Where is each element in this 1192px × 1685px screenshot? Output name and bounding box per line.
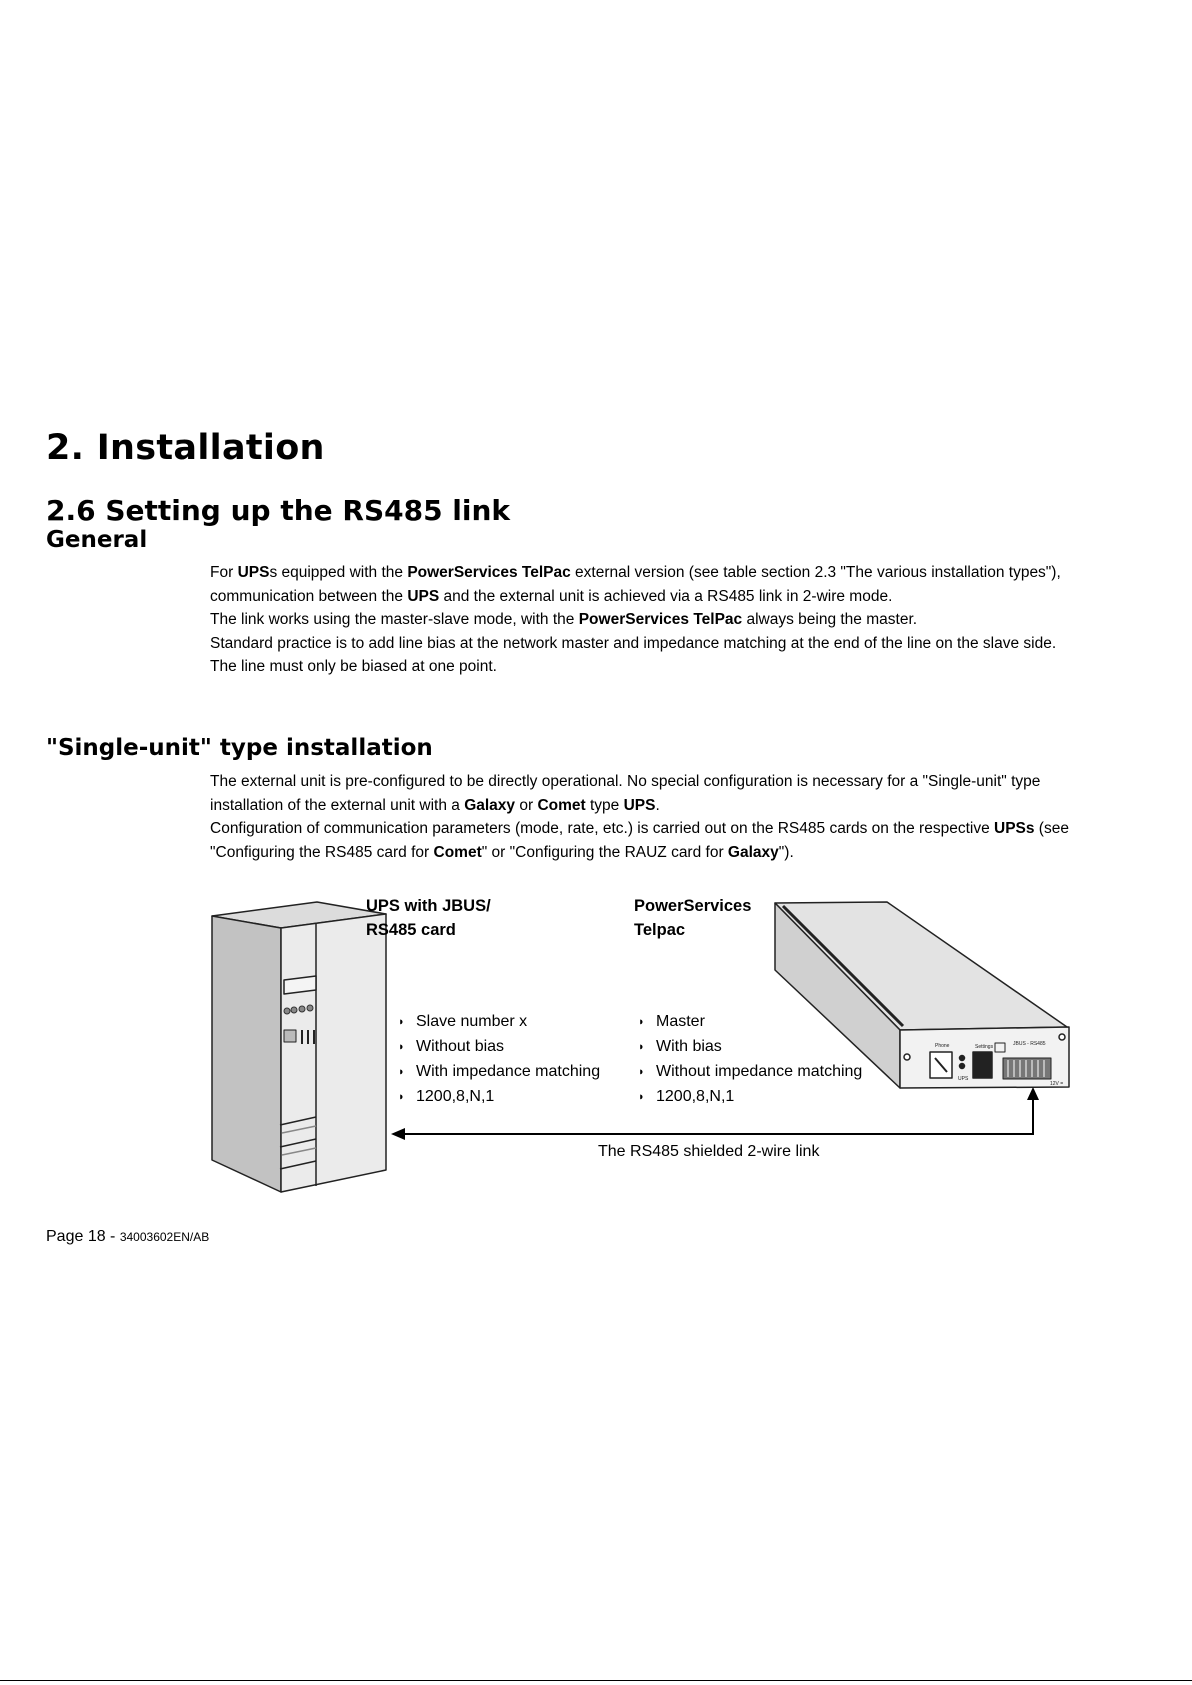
bullet-icon: ◗ [638,1066,645,1078]
telpac-label-line-1: PowerServices [634,897,752,915]
telpac-label [634,894,751,942]
bold-text: UPSs [994,820,1035,837]
bullet-item [398,1035,600,1060]
bold-text: Comet [433,843,482,861]
ups-label-line-1: UPS with JBUS/ [366,897,491,915]
panel-power-label: 12V = [1050,1081,1064,1087]
ups-cabinet-drawing [212,902,386,1192]
bullet-item [638,1035,862,1060]
bullet-text: 1200,8,N,1 [656,1088,735,1105]
link-caption: The RS485 shielded 2-wire link [598,1143,820,1160]
page-footer [46,1228,209,1246]
bullet-icon: ◗ [398,1041,405,1053]
bullet-icon: ◗ [638,1091,645,1103]
bold-text: UPS [237,564,270,581]
text-run: external version (see table section 2.3 "The various installation types"), communication between the [210,564,1061,605]
bold-text: UPS [407,587,440,605]
text-run: . [655,796,660,814]
bullet-text: With bias [656,1038,722,1055]
panel-ups-label: UPS [958,1076,969,1082]
text-run: and the external unit is achieved via a RS485 link in 2-wire mode. [439,587,893,605]
bullet-text: Master [656,1013,705,1030]
single-unit-heading: "Single-unit" type installation [46,735,433,761]
text-run: Configuration of communication parameters (mode, rate, etc.) is carried out on the RS485 cards on the respective [210,820,994,837]
text-run: For [210,564,238,581]
text-run: The external unit is pre-configured to be directly operational. No special configuration is necessary for a "Single-unit" type installation of the external unit with a [210,773,1041,814]
ups-settings-list [398,1010,600,1110]
chapter-title: 2. Installation [46,428,325,468]
bullet-icon: ◗ [638,1041,645,1053]
text-run: s equipped with the [269,564,408,581]
ups-label-line-2: RS485 card [366,921,456,939]
text-run: type [585,796,624,814]
ups-label [366,894,491,942]
text-run: The line must only be biased at one point. [210,658,497,675]
bold-text: Comet [537,796,586,814]
bullet-icon: ◗ [638,1016,645,1028]
bold-text: Galaxy [464,796,516,814]
text-run: " or "Configuring the RAUZ card for [481,843,728,861]
bold-text: PowerServices TelPac [407,564,571,581]
bullet-item [638,1060,862,1085]
bullet-text: Without impedance matching [656,1063,863,1080]
bold-text: Galaxy [727,843,779,861]
bullet-icon: ◗ [398,1066,405,1078]
section-title: 2.6 Setting up the RS485 link [46,494,511,527]
text-run: Standard practice is to add line bias at the network master and impedance matching at the end of the line on the slave side. [210,634,1057,652]
bullet-text: With impedance matching [416,1063,601,1080]
text-run: "). [778,843,794,861]
bullet-text: Without bias [416,1038,505,1055]
bullet-item [398,1060,600,1085]
bullet-item [398,1085,600,1110]
page-number: Page 18 - [46,1228,120,1245]
telpac-label-line-2: Telpac [634,921,686,939]
text-run: or [515,796,538,814]
text-run: (see "Configuring the RS485 card for [210,820,1069,861]
text-run: The link works using the master-slave mode, with the [210,611,579,628]
bullet-text: 1200,8,N,1 [416,1088,495,1105]
bullet-icon: ◗ [398,1091,405,1103]
telpac-settings-list [638,1010,862,1110]
bullet-item [638,1010,862,1035]
bottom-rule [0,1680,1192,1681]
general-heading: General [46,527,148,553]
panel-settings-label: Settings [975,1044,994,1050]
document-reference: 34003602EN/AB [119,1230,210,1244]
bullet-text: Slave number x [416,1013,528,1030]
bold-text: UPS [623,796,656,814]
bold-text: PowerServices TelPac [578,611,743,628]
bullet-item [398,1010,600,1035]
text-run: always being the master. [742,611,918,628]
panel-rs485-label: JBUS - RS485 [1013,1041,1046,1047]
panel-phone-label: Phone [935,1043,950,1049]
bullet-icon: ◗ [398,1016,405,1028]
bullet-item [638,1085,862,1110]
